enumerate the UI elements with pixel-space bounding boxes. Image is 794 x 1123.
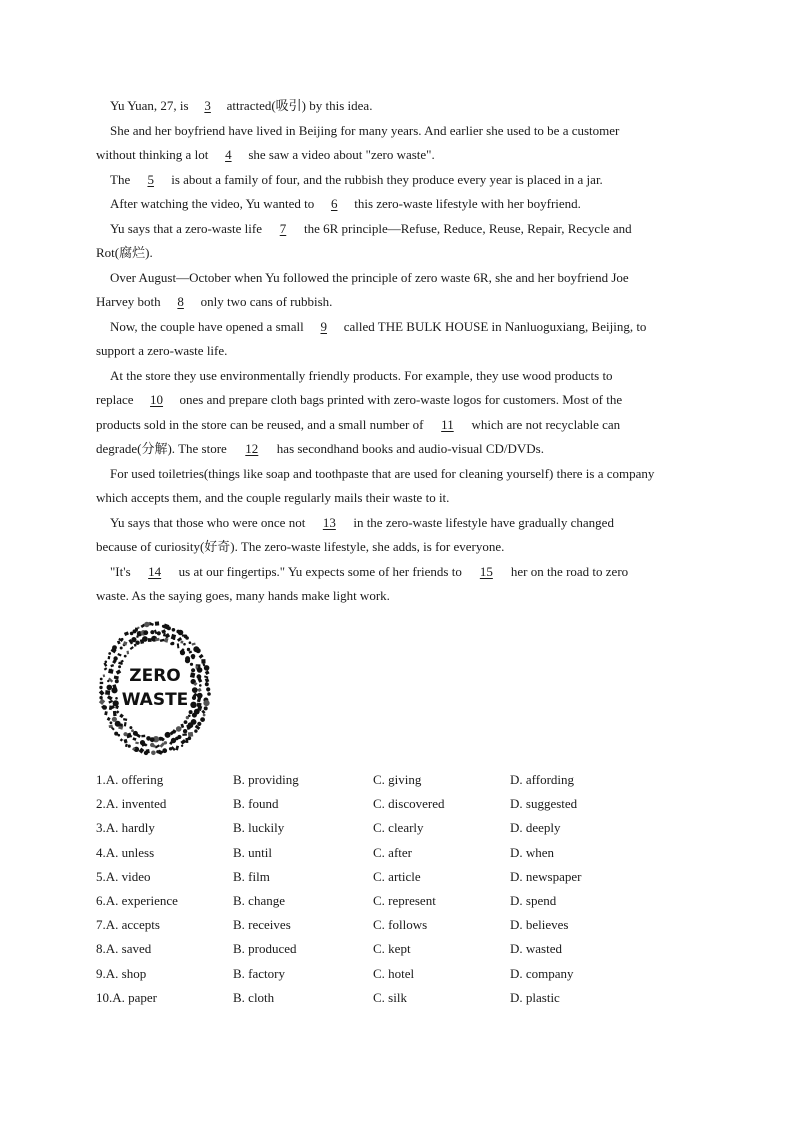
passage-line: [96, 266, 700, 291]
logo-ring-shape: [116, 710, 120, 714]
option-d: D. spend: [510, 892, 557, 908]
blank-12: 12: [245, 441, 259, 456]
logo-ring-shape: [151, 751, 156, 756]
option-d: D. wasted: [510, 941, 562, 957]
logo-ring-shape: [187, 648, 190, 651]
passage-text: us at our fingertips." Yu expects some of her friends to: [178, 563, 462, 579]
logo-ring-shape: [189, 641, 192, 644]
question-5-options: [96, 865, 656, 889]
logo-ring-shape: [180, 739, 186, 745]
blank-15: 15: [479, 563, 493, 579]
logo-ring-shape: [123, 718, 127, 721]
option-c: C. follows: [373, 917, 428, 933]
logo-ring-shape: [119, 713, 124, 718]
logo-ring-shape: [124, 739, 128, 744]
blank-13: 13: [322, 514, 336, 530]
question-8-options: [96, 937, 656, 961]
passage: [96, 94, 700, 609]
logo-ring-shape: [104, 667, 108, 670]
passage-text: waste. As the saying goes, many hands make light work.: [96, 588, 390, 603]
logo-ring-shape: [192, 687, 198, 693]
passage-line: [96, 486, 700, 511]
logo-ring-shape: [197, 722, 201, 726]
logo-ring-shape: [107, 695, 113, 700]
passage-text: she saw a video about "zero waste".: [248, 147, 435, 162]
logo-ring-shape: [205, 682, 209, 686]
question-1-options: [96, 768, 656, 792]
logo-ring-shape: [141, 735, 145, 738]
logo-ring-shape: [171, 642, 174, 645]
logo-ring-shape: [115, 721, 121, 727]
passage-text: support a zero-waste life.: [96, 343, 228, 358]
passage-line: [96, 290, 700, 315]
logo-ring-shape: [180, 650, 185, 655]
passage-line: [96, 413, 700, 438]
logo-text-zero: ZERO: [129, 666, 181, 686]
question-9-options: [96, 962, 656, 986]
passage-text: Yu says that a zero-waste life: [110, 220, 262, 236]
logo-ring-shape: [123, 732, 127, 736]
logo-ring-shape: [169, 747, 172, 750]
option-d: D. newspaper: [510, 868, 582, 884]
option-c: C. silk: [373, 989, 407, 1005]
logo-ring-shape: [114, 732, 118, 736]
logo-ring-shape: [181, 745, 183, 747]
question-2-options: [96, 792, 656, 816]
logo-ring-shape: [194, 729, 197, 732]
logo-ring-shape: [124, 631, 129, 636]
blank-3: 3: [204, 98, 211, 113]
logo-ring-shape: [143, 630, 148, 635]
passage-line: [96, 437, 700, 462]
passage-line: [96, 364, 700, 389]
option-a: 10.A. paper: [96, 989, 158, 1005]
logo-ring-shape: [185, 636, 189, 640]
logo-ring-shape: [164, 638, 168, 643]
passage-text: Rot(腐烂).: [96, 245, 153, 260]
logo-text-waste: WASTE: [121, 690, 189, 710]
blank-14: 14: [148, 563, 162, 579]
passage-text: At the store they use environmentally friendly products. For example, they use wood products to: [110, 367, 613, 383]
logo-ring-shape: [189, 710, 193, 714]
passage-line: [96, 217, 700, 242]
logo-ring-shape: [197, 688, 201, 692]
logo-ring-shape: [112, 717, 117, 722]
logo-ring-shape: [180, 640, 183, 643]
logo-ring-shape: [144, 751, 148, 755]
logo-ring-shape: [199, 684, 202, 687]
option-b: B. factory: [233, 965, 285, 981]
passage-text: degrade(分解). The store: [96, 441, 227, 456]
option-b: B. until: [233, 844, 273, 860]
passage-line: [96, 511, 700, 536]
passage-text: replace: [96, 392, 134, 407]
option-a: 8.A. saved: [96, 941, 152, 957]
option-c: C. clearly: [373, 820, 424, 836]
option-d: D. when: [510, 844, 555, 860]
logo-ring-shape: [131, 729, 134, 732]
logo-ring-shape: [192, 656, 195, 659]
logo-ring-shape: [204, 665, 210, 671]
option-b: B. luckily: [233, 820, 285, 836]
logo-ring-shape: [196, 648, 201, 653]
passage-text: which are not recyclable can: [471, 416, 621, 432]
logo-ring-shape: [99, 699, 105, 705]
option-d: D. company: [510, 965, 574, 981]
option-a: 7.A. accepts: [96, 917, 160, 933]
logo-ring-shape: [203, 714, 206, 717]
passage-text: Yu says that those who were once not: [110, 514, 306, 530]
logo-ring-shape: [108, 652, 111, 655]
option-b: B. produced: [233, 941, 297, 957]
option-a: 4.A. unless: [96, 844, 155, 860]
logo-ring-shape: [104, 711, 107, 715]
blank-9: 9: [320, 318, 327, 334]
logo-ring-shape: [159, 737, 163, 741]
logo-ring-shape: [173, 637, 176, 640]
passage-text: is about a family of four, and the rubbish they produce every year is placed in a jar.: [171, 171, 603, 187]
logo-ring-shape: [117, 653, 121, 657]
logo-ring-shape: [99, 686, 102, 689]
blank-11: 11: [441, 416, 454, 432]
logo-ring-shape: [131, 637, 136, 642]
logo-ring-shape: [172, 628, 176, 632]
logo-ring-shape: [100, 682, 104, 684]
logo-ring-shape: [135, 641, 139, 645]
blank-7: 7: [279, 220, 287, 236]
logo-ring-shape: [177, 643, 180, 648]
logo-ring-shape: [191, 668, 195, 672]
logo-ring-shape: [178, 630, 184, 636]
logo-ring-shape: [155, 621, 159, 625]
logo-ring-shape: [112, 645, 117, 650]
passage-text: After watching the video, Yu wanted to: [110, 196, 315, 211]
zero-waste-logo: [98, 620, 214, 758]
logo-ring-shape: [182, 733, 187, 735]
logo-ring-shape: [165, 732, 171, 738]
logo-ring-shape: [110, 664, 114, 667]
logo-ring-shape: [120, 647, 123, 650]
passage-text: "It's: [110, 563, 131, 579]
logo-ring-shape: [146, 736, 151, 741]
logo-ring-shape: [183, 643, 186, 646]
logo-ring-shape: [190, 663, 193, 666]
passage-line: [96, 315, 700, 340]
passage-line: [96, 535, 700, 560]
blank-5: 5: [147, 171, 154, 187]
logo-ring-shape: [203, 700, 209, 706]
logo-ring-shape: [113, 711, 117, 716]
option-b: B. change: [233, 892, 285, 908]
logo-ring-shape: [120, 738, 123, 741]
logo-ring-shape: [117, 640, 121, 644]
logo-ring-shape: [190, 672, 195, 678]
logo-ring-shape: [128, 745, 131, 748]
logo-ring-shape: [99, 696, 102, 699]
option-c: C. article: [373, 868, 421, 884]
logo-ring-shape: [201, 710, 205, 714]
passage-line: [96, 584, 700, 609]
logo-ring-shape: [150, 743, 154, 747]
option-c: C. kept: [373, 941, 411, 957]
option-a: 5.A. video: [96, 868, 151, 884]
logo-ring-shape: [197, 667, 203, 673]
logo-ring-shape: [129, 726, 132, 729]
question-3-options: [96, 816, 656, 840]
option-d: D. suggested: [510, 796, 578, 812]
passage-line: [96, 241, 700, 266]
option-a: 6.A. experience: [96, 892, 178, 908]
option-c: C. hotel: [373, 965, 415, 981]
logo-ring-shape: [150, 630, 154, 634]
question-6-options: [96, 889, 656, 913]
logo-ring-shape: [167, 626, 171, 630]
logo-ring-shape: [124, 722, 127, 727]
blank-8: 8: [177, 294, 184, 309]
option-b: B. providing: [233, 772, 299, 787]
option-d: D. believes: [510, 917, 569, 933]
question-10-options: [96, 986, 656, 1010]
passage-text: ones and prepare cloth bags printed with zero-waste logos for customers. Most of the: [179, 392, 623, 407]
option-a: 3.A. hardly: [96, 820, 155, 836]
logo-ring-shape: [148, 638, 152, 642]
passage-line: [96, 143, 700, 168]
passage-text: called THE BULK HOUSE in Nanluoguxiang, Beijing, to: [343, 318, 647, 334]
passage-text: products sold in the store can be reused, and a small number of: [96, 416, 424, 432]
option-b: B. film: [233, 868, 270, 884]
logo-ring-shape: [206, 687, 210, 691]
logo-ring-shape: [113, 656, 117, 660]
option-b: B. found: [233, 796, 279, 812]
passage-text: For used toiletries(things like soap and toothpaste that are used for cleaning yourself) there is a company: [110, 465, 655, 481]
passage-line: [96, 462, 700, 487]
blank-6: 6: [330, 196, 338, 211]
logo-ring-shape: [186, 716, 189, 719]
logo-ring-shape: [200, 717, 205, 722]
logo-ring-shape: [100, 678, 103, 681]
logo-ring-shape: [105, 690, 110, 695]
logo-ring-shape: [199, 654, 204, 659]
logo-ring-shape: [107, 717, 111, 721]
passage-text: the 6R principle—Refuse, Reduce, Reuse, Repair, Recycle and: [303, 220, 632, 236]
option-a: 1.A. offering: [96, 772, 164, 787]
passage-text: Yu Yuan, 27, is: [110, 98, 189, 113]
passage-line: [96, 339, 700, 364]
option-c: C. after: [373, 844, 412, 860]
logo-ring-shape: [185, 658, 190, 663]
logo-ring-shape: [133, 731, 138, 736]
option-b: B. receives: [233, 917, 291, 933]
logo-ring-shape: [126, 651, 129, 655]
passage-line: [96, 560, 700, 585]
logo-ring-shape: [125, 743, 128, 747]
answer-options: [96, 768, 656, 1010]
logo-ring-shape: [197, 697, 201, 702]
option-c: C. represent: [373, 892, 436, 908]
logo-ring-shape: [130, 646, 134, 650]
passage-line: [96, 388, 700, 413]
passage-text: Over August—October when Yu followed the principle of zero waste 6R, she and her boyfriend Joe: [110, 269, 629, 285]
option-c: C. discovered: [373, 796, 445, 812]
logo-ring-shape: [118, 665, 121, 668]
logo-ring-shape: [99, 690, 105, 696]
passage-line: [96, 192, 700, 217]
logo-ring-shape: [176, 726, 182, 732]
logo-ring-shape: [191, 643, 195, 646]
logo-ring-shape: [139, 748, 145, 754]
logo-ring-shape: [107, 685, 113, 691]
option-d: D. affording: [510, 772, 575, 787]
logo-ring-shape: [124, 655, 127, 658]
logo-ring-shape: [103, 674, 106, 677]
passage-line: [96, 168, 700, 193]
logo-ring-shape: [157, 631, 161, 635]
logo-ring-shape: [192, 696, 196, 700]
passage-text: in the zero-waste lifestyle have gradually changed: [353, 514, 614, 530]
logo-ring-shape: [121, 638, 124, 641]
logo-ring-shape: [205, 678, 210, 683]
logo-ring-shape: [190, 702, 196, 708]
option-a: 2.A. invented: [96, 796, 167, 812]
passage-text: which accepts them, and the couple regularly mails their waste to it.: [96, 490, 450, 505]
logo-ring-shape: [135, 742, 139, 745]
passage-text: Harvey both: [96, 294, 161, 309]
logo-ring-shape: [156, 750, 159, 753]
logo-ring-shape: [188, 732, 193, 737]
logo-ring-shape: [201, 659, 205, 663]
passage-text: Now, the couple have opened a small: [110, 318, 304, 334]
logo-ring-shape: [114, 676, 119, 680]
logo-ring-shape: [108, 656, 111, 659]
logo-ring-shape: [132, 737, 136, 741]
logo-ring-shape: [115, 679, 119, 683]
blank-4: 4: [225, 147, 232, 162]
logo-ring-shape: [105, 661, 108, 664]
passage-text: her on the road to zero: [510, 563, 629, 579]
option-d: D. plastic: [510, 989, 560, 1005]
logo-ring-shape: [110, 721, 113, 724]
logo-ring-shape: [115, 697, 118, 700]
logo-ring-shape: [186, 738, 189, 743]
option-c: C. giving: [373, 772, 422, 787]
passage-text: attracted(吸引) by this idea.: [226, 98, 373, 113]
question-7-options: [96, 913, 656, 937]
passage-text: has secondhand books and audio-visual CD/DVDs.: [276, 441, 544, 456]
logo-ring-shape: [116, 669, 122, 674]
passage-line: [96, 119, 700, 144]
passage-text: She and her boyfriend have lived in Beijing for many years. And earlier she used to be a customer: [110, 122, 620, 138]
logo-ring-shape: [160, 639, 165, 642]
passage-text: because of curiosity(好奇). The zero-waste lifestyle, she adds, is for everyone.: [96, 539, 505, 554]
logo-ring-shape: [140, 740, 145, 745]
logo-ring-shape: [192, 713, 197, 718]
logo-ring-shape: [205, 670, 210, 675]
passage-text: this zero-waste lifestyle with her boyfriend.: [354, 196, 581, 211]
passage-text: The: [110, 171, 131, 187]
blank-10: 10: [150, 392, 164, 407]
passage-text: only two cans of rubbish.: [200, 294, 333, 309]
logo-ring-shape: [183, 729, 187, 733]
logo-ring-shape: [207, 692, 211, 696]
logo-ring-shape: [175, 745, 179, 750]
passage-text: without thinking a lot: [96, 147, 209, 162]
logo-ring-shape: [137, 627, 139, 629]
logo-ring-shape: [142, 636, 148, 642]
logo-ring-shape: [113, 700, 119, 706]
logo-ring-shape: [184, 720, 188, 724]
question-4-options: [96, 841, 656, 865]
passage-line: [96, 94, 700, 119]
option-d: D. deeply: [510, 820, 561, 836]
option-b: B. cloth: [233, 989, 275, 1005]
logo-ring-shape: [204, 706, 208, 710]
option-a: 9.A. shop: [96, 965, 147, 981]
